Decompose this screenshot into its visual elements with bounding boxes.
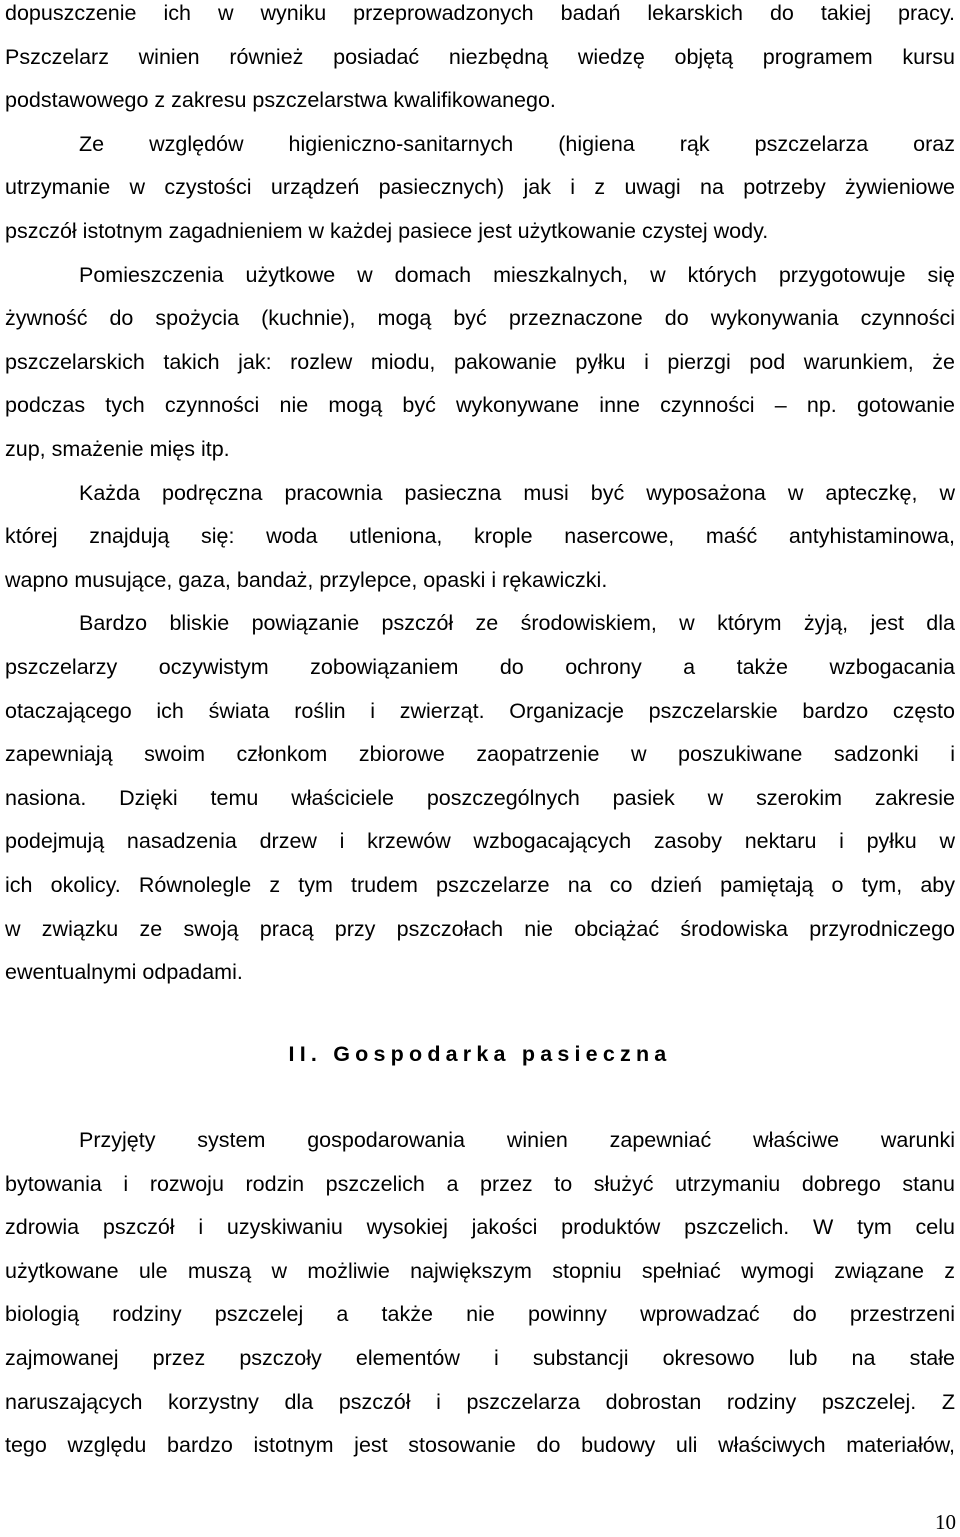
text-line: utrzymanie w czystości urządzeń pasiecznych) jak i z uwagi na potrzeby żywieniowe xyxy=(5,175,955,200)
text-line: wapno musujące, gaza, bandaż, przylepce, opaski i rękawiczki. xyxy=(5,567,608,592)
text-line: użytkowane ule muszą w możliwie największym stopniu spełniać wymogi związane z xyxy=(5,1258,955,1283)
text-line: tego względu bardzo istotnym jest stosowanie do budowy uli właściwych materiałów, xyxy=(5,1433,955,1458)
text-line: otaczającego ich świata roślin i zwierząt. Organizacje pszczelarskie bardzo często xyxy=(5,698,955,723)
text-line: naruszających korzystny dla pszczół i pszczelarza dobrostan rodziny pszczelej. Z xyxy=(5,1389,955,1414)
text-line: zajmowanej przez pszczoły elementów i substancji okresowo lub na stałe xyxy=(5,1346,955,1370)
text-line: ewentualnymi odpadami. xyxy=(5,960,243,985)
text-line: podejmują nasadzenia drzew i krzewów wzbogacających zasoby nektaru i pyłku w xyxy=(5,829,955,854)
text-line: podstawowego z zakresu pszczelarstwa kwalifikowanego. xyxy=(5,88,556,113)
page-number: 10 xyxy=(935,1510,956,1534)
text-line: pszczół istotnym zagadnieniem w każdej pasiece jest użytkowanie czystej wody. xyxy=(5,219,769,243)
text-line: nasiona. Dzięki temu właściciele poszczególnych pasiek w szerokim zakresie xyxy=(5,785,955,810)
text-line: Bardzo bliskie powiązanie pszczół ze środowiskiem, w którym żyją, jest dla xyxy=(79,611,955,636)
text-line: w związku ze swoją pracą przy pszczołach nie obciążać środowiska przyrodniczego xyxy=(5,916,955,941)
text-line: zapewniają swoim członkom zbiorowe zaopatrzenie w poszukiwane sadzonki i xyxy=(5,742,955,767)
text-line: ich okolicy. Równolegle z tym trudem pszczelarze na co dzień pamiętają o tym, aby xyxy=(5,873,955,897)
text-line: podczas tych czynności nie mogą być wykonywane inne czynności – np. gotowanie xyxy=(5,393,955,418)
text-line: Pomieszczenia użytkowe w domach mieszkalnych, w których przygotowuje się xyxy=(79,262,955,287)
text-line: Pszczelarz winien również posiadać niezbędną wiedzę objętą programem kursu xyxy=(5,44,955,69)
text-line: Każda podręczna pracownia pasieczna musi być wyposażona w apteczkę, w xyxy=(79,480,955,505)
text-line: żywność do spożycia (kuchnie), mogą być przeznaczone do wykonywania czynności xyxy=(5,306,955,331)
text-line: biologią rodziny pszczelej a także nie powinny wprowadzać do przestrzeni xyxy=(5,1302,955,1327)
section-heading: II. Gospodarka pasieczna xyxy=(288,1042,672,1066)
text-line: pszczelarskich takich jak: rozlew miodu, pakowanie pyłku i pierzgi pod warunkiem, że xyxy=(5,349,955,374)
text-line: dopuszczenie ich w wyniku przeprowadzonych badań lekarskich do takiej pracy. xyxy=(5,1,955,25)
text-line: Ze względów higieniczno-sanitarnych (higiena rąk pszczelarza oraz xyxy=(79,131,955,156)
text-line: bytowania i rozwoju rodzin pszczelich a przez to służyć utrzymaniu dobrego stanu xyxy=(5,1171,955,1196)
text-line: zdrowia pszczół i uzyskiwaniu wysokiej jakości produktów pszczelich. W tym celu xyxy=(5,1215,955,1240)
text-line: której znajdują się: woda utleniona, krople nasercowe, maść antyhistaminowa, xyxy=(5,524,955,549)
text-line: pszczelarzy oczywistym zobowiązaniem do ochrony a także wzbogacania xyxy=(5,655,955,679)
text-line: Przyjęty system gospodarowania winien zapewniać właściwe warunki xyxy=(79,1128,955,1152)
text-line: zup, smażenie mięs itp. xyxy=(5,437,230,461)
